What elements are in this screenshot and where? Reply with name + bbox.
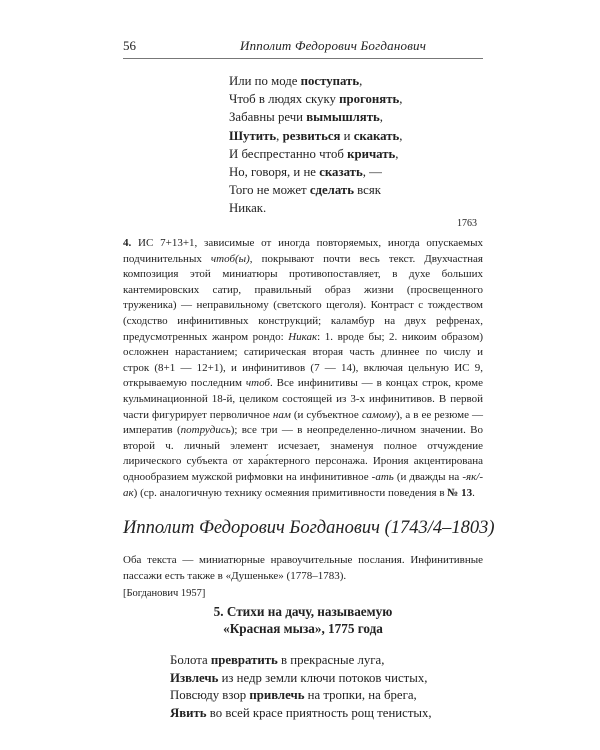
commentary-segment: . [472, 486, 475, 499]
poem-1-line-7 [229, 181, 402, 199]
poem-1-line-5 [229, 145, 402, 163]
poem-1-line-6 [229, 163, 402, 181]
poem-1-line-3 [229, 108, 402, 126]
poem-1-segment: Того не может [229, 183, 310, 198]
poem-1-segment: резвиться [282, 128, 341, 143]
header-rule [123, 58, 483, 59]
poem-2-line-4 [170, 705, 432, 723]
commentary-segment: чтоб(ы) [210, 252, 250, 265]
poem-2-segment: Извлечь [170, 670, 219, 685]
commentary-segment: (и дважды на [393, 470, 463, 483]
commentary-segment: потрудись [180, 424, 231, 437]
poem-1-segment: прогонять [339, 92, 400, 107]
poem-1-segment: , [395, 146, 399, 161]
poem-1-segment: Шутить [229, 128, 277, 143]
commentary-segment: ) (ср. аналогичную технику осмеяния примитивности поведения в [133, 486, 448, 499]
poem-1-segment: сделать [309, 183, 354, 198]
poem-1-segment: всяк [353, 183, 381, 198]
poem-1-segment: поступать [300, 74, 360, 88]
poem-2-line-3 [170, 687, 432, 705]
commentary-segment: чтоб [245, 377, 270, 390]
poem-1-segment: вымышлять [306, 110, 380, 125]
poem-2 [170, 652, 432, 722]
commentary-segment: № 13 [447, 486, 473, 499]
poem-1 [229, 72, 402, 218]
commentary-segment: , покрывают почти весь текст. Двухчастная композиция этой миниатюры противопоставляет, в духе больших кантемировских сатир, правильный образ жизни (просвещенного труженика) — неправильному (светского щеголя). Контраст с тождеством (сходство инфинитивных конструкций; каламбур на двух рефренах, предусмотренных жанром рондо: [123, 252, 483, 343]
section-title: Ипполит Федорович Богданович (1743/4–1803) [123, 518, 495, 538]
commentary-segment: Никак [288, 330, 318, 343]
poem-1-line-4 [229, 127, 402, 145]
commentary-segment: (и субъектное [290, 408, 362, 421]
poem-2-segment: Болота [170, 653, 211, 667]
commentary-segment: ИС 7+13+1, зависимые от иногда повторяемых, иногда опускаемых подчинительных [123, 237, 483, 265]
poem-1-segment: , [359, 74, 363, 88]
commentary-segment: ), а в ее резюме — императив ( [123, 408, 483, 437]
commentary-segment: самому [361, 408, 396, 421]
commentary-segment: : 1. вроде бы; 2. никоим образом) осложнен нарастанием; сатирическая вторая часть длиннее по числу и строк (8+1 — 12+1), и инфинитивов (7 — 14), включая цельную ИС 9, открываемую последним [123, 330, 483, 390]
poem-1-segment: Но, говоря, и не [229, 165, 320, 180]
poem-2-segment: в прекрасные луга, [277, 653, 385, 667]
commentary-segment: -як/-ак [123, 470, 484, 499]
poem-1-segment: , [379, 110, 383, 125]
commentary-segment: ); все три — в неопределенно-личном значении. Во второй ч. личный элемент исчезает, знаменуя полное отчуждение лирического субъекта от хара́ктерного персонажа. Ирония акцентирована однообразием мужской рифмовки на инфинитивное [123, 424, 483, 483]
poem-2-segment: из недр земли ключи потоков чистых, [218, 670, 428, 685]
poem-1-segment: , [399, 92, 403, 107]
poem-2-title-line-1: 5. Стихи на дачу, называемую [213, 604, 393, 619]
running-title: Ипполит Федорович Богданович [240, 38, 427, 53]
poem-1-line-1 [229, 72, 402, 90]
commentary-segment: -ать [371, 470, 394, 483]
poem-1-year: 1763 [457, 218, 477, 229]
poem-1-segment: И беспрестанно чтоб [229, 146, 348, 161]
poem-1-segment: , [399, 128, 403, 143]
section-intro: Оба текста — миниатюрные нравоучительные послания. Инфинитивные пассажи есть также в «Душеньке» (1778–1783). [123, 554, 483, 582]
poem-2-segment: Явить [170, 705, 207, 720]
poem-2-segment: привлечь [249, 688, 305, 703]
page-number: 56 [123, 38, 136, 53]
poem-2-title [123, 603, 483, 637]
commentary-segment: нам [272, 408, 291, 421]
poem-1-segment: Чтоб в людях скуку [229, 92, 340, 107]
poem-1-segment: , [276, 128, 283, 143]
poem-1-segment: Забавны речи [229, 110, 307, 125]
poem-1-line-8 [229, 199, 402, 217]
poem-1-segment: Никак. [229, 201, 267, 216]
poem-2-segment: превратить [210, 653, 278, 667]
poem-1-segment: , — [362, 165, 382, 180]
poem-2-title-line-2: «Красная мыза», 1775 года [223, 621, 383, 636]
poem-2-line-1 [170, 652, 432, 670]
poem-1-segment: Или по моде [229, 74, 301, 88]
commentary-segment: 4. [123, 237, 132, 249]
poem-1-segment: сказать [319, 165, 363, 180]
poem-1-segment: скакать [353, 128, 400, 143]
poem-1-segment: и [340, 128, 354, 143]
poem-1-line-2 [229, 90, 402, 108]
bibliographic-reference: [Богданович 1957] [123, 588, 206, 599]
poem-1-segment: кричать [347, 146, 396, 161]
commentary-paragraph [123, 236, 483, 501]
poem-2-segment: на тропки, на брега, [304, 688, 417, 703]
poem-2-line-2 [170, 670, 432, 688]
poem-2-segment: во всей красе приятность рощ тенистых, [206, 705, 432, 720]
commentary-segment: . Все инфинитивы — в концах строк, кроме кульминационной 18-й, целиком состоящей из 3-х инфинитивов. В первой части фигурирует перволичное [123, 377, 483, 421]
poem-2-segment: Повсюду взор [170, 688, 250, 703]
